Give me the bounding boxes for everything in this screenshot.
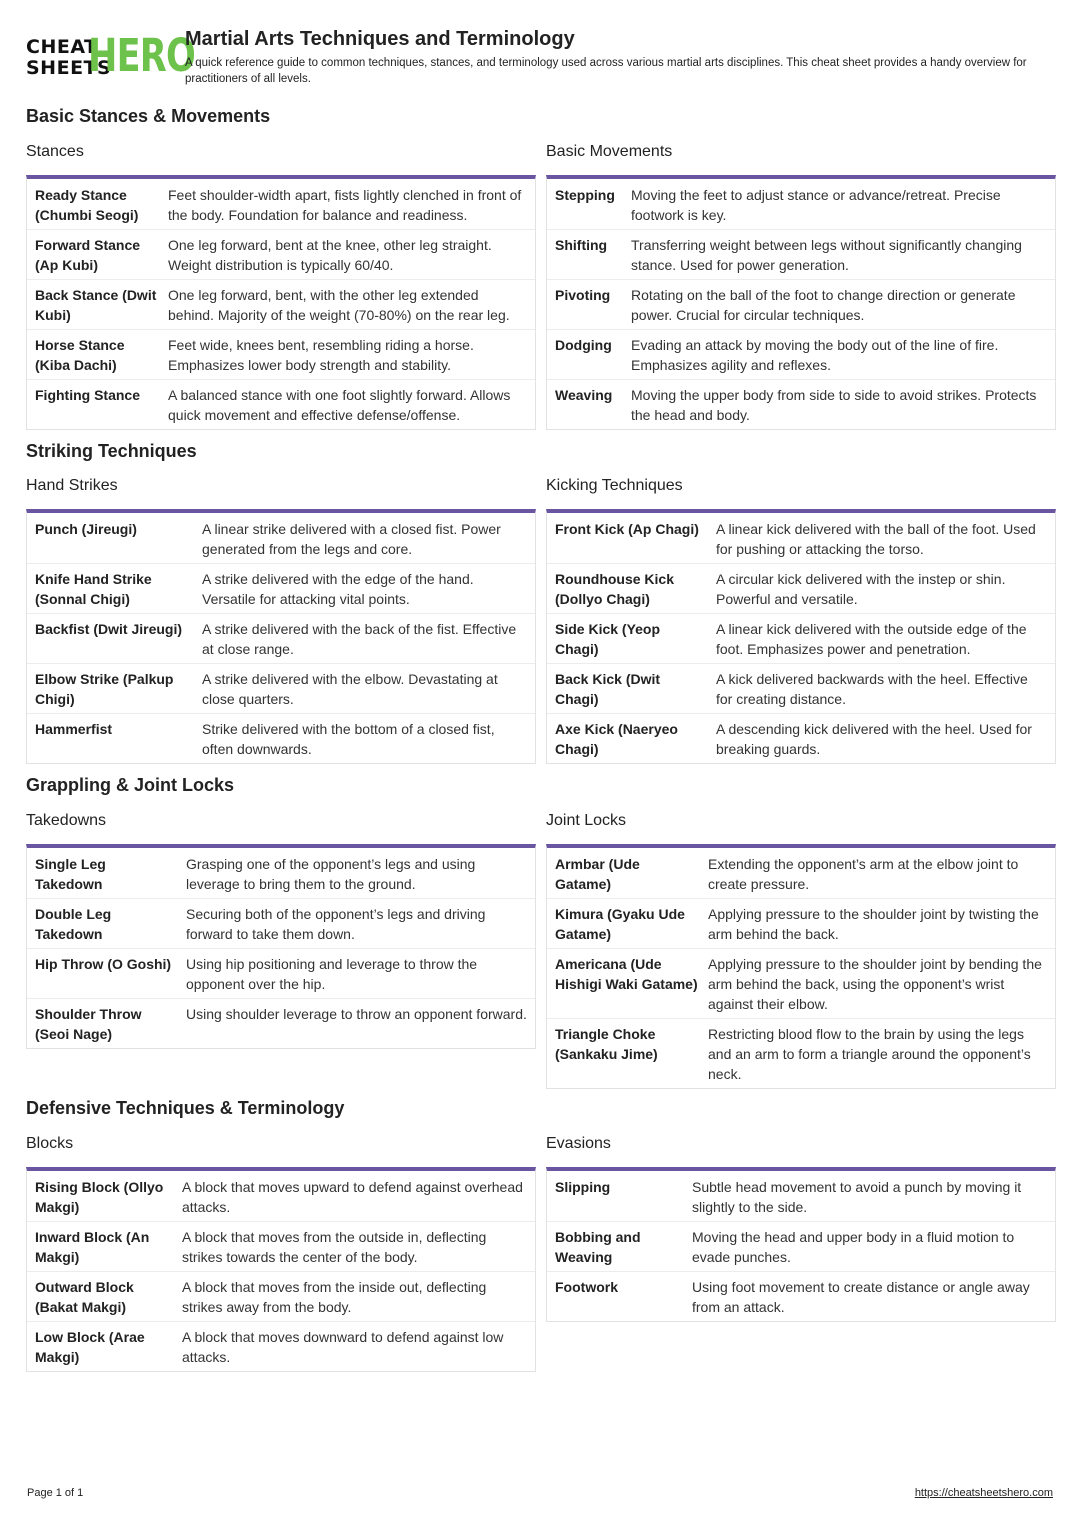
term-table (26, 509, 536, 764)
section-title: Defensive Techniques & Terminology (26, 1098, 345, 1118)
term: Triangle Choke (Sankaku Jime) (555, 1026, 658, 1062)
table-row (547, 1271, 1055, 1321)
term: Bobbing and Weaving (555, 1229, 641, 1265)
term: Side Kick (Yeop Chagi) (555, 621, 661, 657)
description: Restricting blood flow to the brain by using the legs and an arm to form a triangle around the opponent’s neck. (708, 1026, 1031, 1082)
description: A strike delivered with the edge of the hand. Versatile for attacking vital points. (202, 571, 474, 607)
description: Feet shoulder-width apart, fists lightly clenched in front of the body. Foundation for balance and readiness. (168, 187, 522, 223)
description: Moving the head and upper body in a fluid motion to evade punches. (692, 1229, 1015, 1265)
term-table (546, 1167, 1056, 1322)
table-row (547, 1221, 1055, 1271)
term: Axe Kick (Naeryeo Chagi) (555, 721, 678, 757)
term: Armbar (Ude Gatame) (555, 856, 640, 892)
description: A strike delivered with the elbow. Devastating at close quarters. (202, 671, 498, 707)
card-title: Blocks (26, 1135, 74, 1152)
table-row (27, 998, 535, 1048)
description: A descending kick delivered with the heel. Used for breaking guards. (716, 721, 1032, 757)
table-row (27, 948, 535, 998)
description: Applying pressure to the shoulder joint by twisting the arm behind the back. (708, 906, 1039, 942)
table-row (27, 379, 535, 429)
term: Pivoting (555, 287, 611, 303)
description: A kick delivered backwards with the heel. Effective for creating distance. (716, 671, 1028, 707)
cheatsheetshero-logo (26, 29, 196, 82)
description: A linear kick delivered with the ball of the foot. Used for pushing or attacking the torso. (716, 521, 1036, 557)
description: Using foot movement to create distance or angle away from an attack. (692, 1279, 1030, 1315)
card-kicking-techniques (546, 475, 1056, 764)
logo-line-cheat: CHEAT (26, 36, 98, 58)
term: Back Stance (Dwit Kubi) (35, 287, 157, 323)
description: Applying pressure to the shoulder joint by bending the arm behind the back, using the opponent’s wrist against their elbow. (708, 956, 1042, 1012)
site-link[interactable]: https://cheatsheetshero.com (914, 1487, 1053, 1499)
description: A block that moves from the inside out, deflecting strikes away from the body. (182, 1279, 487, 1315)
table-row (27, 1221, 535, 1271)
table-row (27, 898, 535, 948)
term: Inward Block (An Makgi) (35, 1229, 150, 1265)
table-row (547, 613, 1055, 663)
page-title: Martial Arts Techniques and Terminology (185, 28, 575, 50)
term-table (26, 844, 536, 1049)
term: Front Kick (Ap Chagi) (555, 521, 699, 537)
term: Rising Block (Ollyo Makgi) (35, 1179, 164, 1215)
table-row (547, 279, 1055, 329)
term: Shoulder Throw (Seoi Nage) (35, 1006, 142, 1042)
table-row (547, 898, 1055, 948)
table-row (27, 563, 535, 613)
description: Using hip positioning and leverage to throw the opponent over the hip. (186, 956, 478, 992)
term: Outward Block (Bakat Makgi) (35, 1279, 134, 1315)
term: Horse Stance (Kiba Dachi) (35, 337, 125, 373)
card-joint-locks (546, 810, 1056, 1089)
card-title: Evasions (546, 1135, 611, 1152)
table-row (547, 329, 1055, 379)
term: Slipping (555, 1179, 611, 1195)
card-title: Joint Locks (546, 812, 627, 829)
description: Grasping one of the opponent’s legs and using leverage to bring them to the ground. (186, 856, 476, 892)
section-title: Basic Stances & Movements (26, 106, 271, 126)
table-row (27, 613, 535, 663)
card-takedowns (26, 810, 536, 1049)
term: Weaving (555, 387, 613, 403)
term: Back Kick (Dwit Chagi) (555, 671, 661, 707)
term: Low Block (Arae Makgi) (35, 1329, 145, 1365)
description: A balanced stance with one foot slightly forward. Allows quick movement and effective defense/offense. (168, 387, 511, 423)
table-row (27, 329, 535, 379)
description: One leg forward, bent at the knee, other leg straight. Weight distribution is typically 60/40. (168, 237, 492, 273)
term: Fighting Stance (35, 387, 140, 403)
logo-line-sheets: SHEETS (26, 57, 112, 79)
term-table (26, 175, 536, 430)
description: Securing both of the opponent’s legs and driving forward to take them down. (186, 906, 486, 942)
description: One leg forward, bent, with the other leg extended behind. Majority of the weight (70-80%) on the rear leg. (168, 287, 510, 323)
term: Knife Hand Strike (Sonnal Chigi) (35, 571, 152, 607)
term: Stepping (555, 187, 615, 203)
card-title: Hand Strikes (26, 477, 118, 494)
term: Single Leg Takedown (35, 856, 106, 892)
section-title: Grappling & Joint Locks (26, 775, 235, 795)
card-blocks (26, 1133, 536, 1372)
term: Americana (Ude Hishigi Waki Gatame) (555, 956, 698, 992)
term: Backfist (Dwit Jireugi) (35, 621, 183, 637)
description: Strike delivered with the bottom of a closed fist, often downwards. (202, 721, 495, 757)
description: A block that moves downward to defend against low attacks. (182, 1329, 504, 1365)
term: Forward Stance (Ap Kubi) (35, 237, 141, 273)
card-title: Takedowns (26, 812, 107, 829)
term: Ready Stance (Chumbi Seogi) (35, 187, 139, 223)
table-row (27, 279, 535, 329)
term: Punch (Jireugi) (35, 521, 137, 537)
table-row (547, 1018, 1055, 1088)
table-row (27, 713, 535, 763)
table-row (27, 1271, 535, 1321)
table-row (27, 663, 535, 713)
table-row (547, 229, 1055, 279)
page-subtitle: A quick reference guide to common techniques, stances, and terminology used across various martial arts disciplines. This cheat sheet provides a handy overview for practitioners of all levels. (185, 57, 1027, 85)
table-row (547, 379, 1055, 429)
description: A linear kick delivered with the outside edge of the foot. Emphasizes power and penetration. (716, 621, 1027, 657)
term: Dodging (555, 337, 612, 353)
term-table (546, 844, 1056, 1089)
table-row (547, 179, 1055, 229)
card-basic-movements (546, 141, 1056, 430)
description: Extending the opponent’s arm at the elbow joint to create pressure. (708, 856, 1019, 892)
table-row (27, 179, 535, 229)
term: Elbow Strike (Palkup Chigi) (35, 671, 174, 707)
table-row (27, 848, 535, 898)
term: Kimura (Gyaku Ude Gatame) (555, 906, 685, 942)
table-row (547, 713, 1055, 763)
term: Shifting (555, 237, 608, 253)
term: Footwork (555, 1279, 618, 1295)
description: Moving the feet to adjust stance or advance/retreat. Precise footwork is key. (631, 187, 1001, 223)
table-row (547, 513, 1055, 563)
table-row (547, 1171, 1055, 1221)
description: Using shoulder leverage to throw an opponent forward. (186, 1006, 527, 1022)
card-hand-strikes (26, 475, 536, 764)
term-table (546, 509, 1056, 764)
description: Rotating on the ball of the foot to change direction or generate power. Crucial for circular techniques. (631, 287, 1016, 323)
description: A linear strike delivered with a closed fist. Power generated from the legs and core. (202, 521, 501, 557)
description: Subtle head movement to avoid a punch by moving it slightly to the side. (692, 1179, 1022, 1215)
term-table (26, 1167, 536, 1372)
card-stances (26, 141, 536, 430)
table-row (547, 848, 1055, 898)
description: A block that moves upward to defend against overhead attacks. (182, 1179, 523, 1215)
description: A block that moves from the outside in, deflecting strikes towards the center of the body. (182, 1229, 487, 1265)
table-row (27, 1321, 535, 1371)
table-row (27, 229, 535, 279)
table-row (547, 948, 1055, 1018)
table-row (547, 563, 1055, 613)
term: Roundhouse Kick (Dollyo Chagi) (555, 571, 675, 607)
card-evasions (546, 1133, 1056, 1322)
table-row (27, 513, 535, 563)
description: A circular kick delivered with the instep or shin. Powerful and versatile. (716, 571, 1006, 607)
description: Transferring weight between legs without significantly changing stance. Used for power generation. (631, 237, 1022, 273)
card-title: Stances (26, 143, 84, 160)
table-row (547, 663, 1055, 713)
page-number: Page 1 of 1 (27, 1487, 84, 1499)
term: Double Leg Takedown (35, 906, 112, 942)
term-table (546, 175, 1056, 430)
term: Hammerfist (35, 721, 113, 737)
description: Moving the upper body from side to side to avoid strikes. Protects the head and body. (631, 387, 1037, 423)
logo-hero: HERO (88, 29, 196, 82)
table-row (27, 1171, 535, 1221)
description: Evading an attack by moving the body out of the line of fire. Emphasizes agility and reflexes. (631, 337, 999, 373)
term: Hip Throw (O Goshi) (35, 956, 172, 972)
section-title: Striking Techniques (26, 441, 197, 461)
description: A strike delivered with the back of the fist. Effective at close range. (202, 621, 517, 657)
card-title: Kicking Techniques (546, 477, 683, 494)
card-title: Basic Movements (546, 143, 673, 160)
description: Feet wide, knees bent, resembling riding a horse. Emphasizes lower body strength and stability. (168, 337, 474, 373)
